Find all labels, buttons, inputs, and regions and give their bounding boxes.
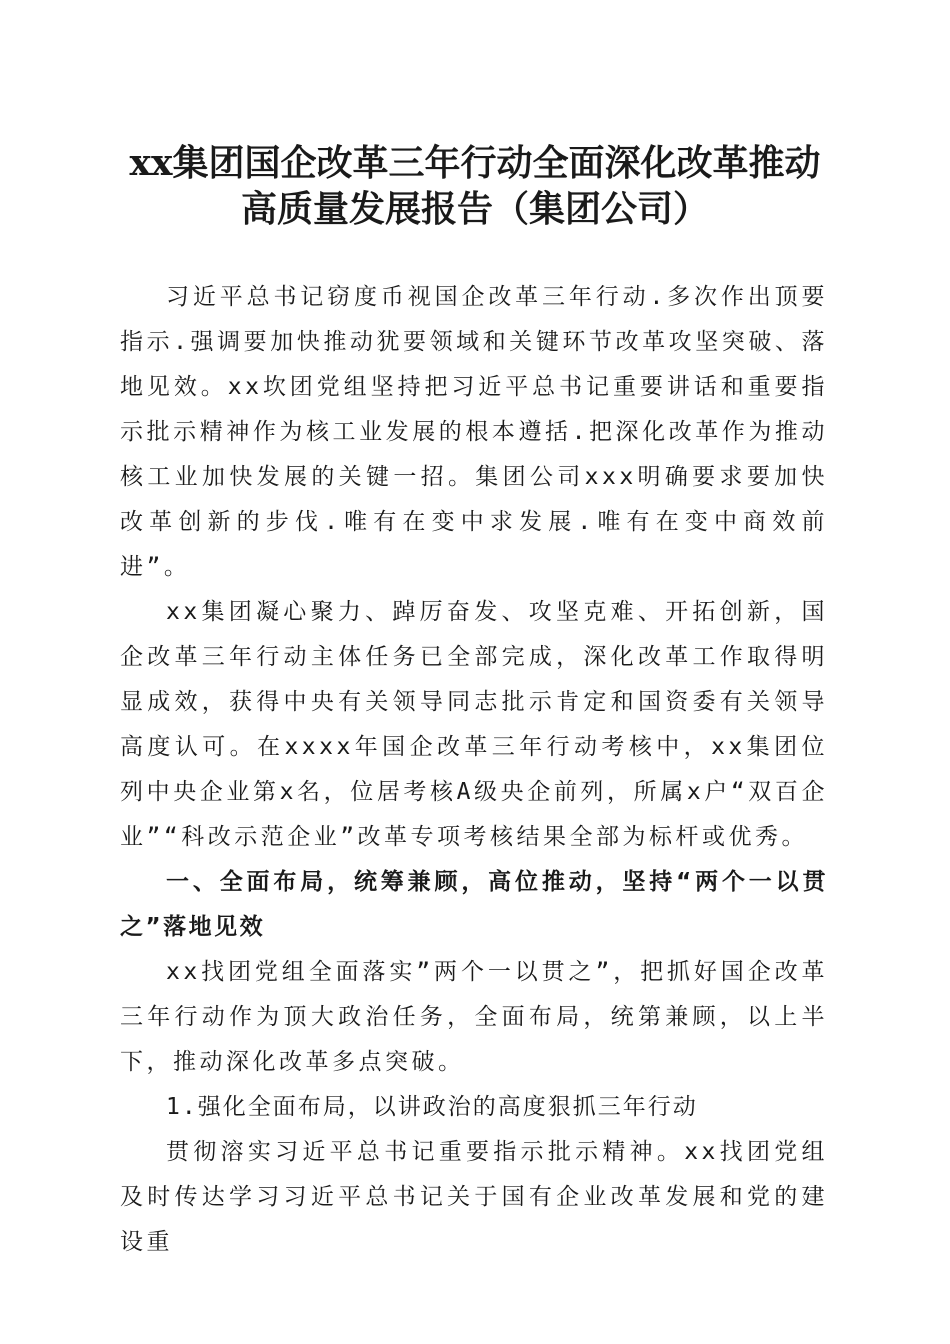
document-body [120,275,828,1265]
paragraph-intro: 习近平总书记窃度币视国企改革三年行动.多次作出顶要指示.强调要加快推动犹要领域和关键环节改革攻坚突破、落地见效。xx坎团党组坚持把习近平总书记重要讲话和重要指示批示精神作为核工业发展的根本遵括.把深化改革作为推动核工业加快发展的关键一招。集团公司xxx明确要求要加快改革创新的步伐.唯有在变中求发展.唯有在变中商效前进”。 [120,284,828,580]
paragraph-achievements: xx集团凝心聚力、踔厉奋发、攻坚克难、开拓创新，国企改革三年行动主体任务已全部完成，深化改革工作取得明显成效，获得中央有关领导同志批示肯定和国资委有关领导高度认可。在xxxx年国企改革三年行动考核中，xx集团位列中央企业第x名，位居考核A级央企前列，所属x户“双百企业”“科改示范企业”改革专项考核结果全部为标杆或优秀。 [120,599,828,850]
paragraph-section-1: xx找团党组全面落实”两个一以贯之”，把抓好国企改革三年行动作为顶大政治任务，全面布局，统第兼顾，以上半下，推动深化改革多点突破。 [120,959,828,1075]
section-heading-1: 一、全面布局，统筹兼顾，高位推动，坚持“两个一以贯之”落地见效 [120,869,828,940]
document-title-line-1: xx集团国企改革三年行动全面深化改革推动 [129,142,821,184]
paragraph-subsection-1: 贯彻溶实习近平总书记重要指示批示精神。xx找团党组及时传达学习习近平总书记关于国有企业改革发展和党的建设重 [120,1139,828,1255]
subsection-heading-1: 1.强化全面布局，以讲政治的高度狠抓三年行动 [166,1094,698,1120]
document-title-line-2: 高质量发展报告（集团公司） [240,188,709,230]
